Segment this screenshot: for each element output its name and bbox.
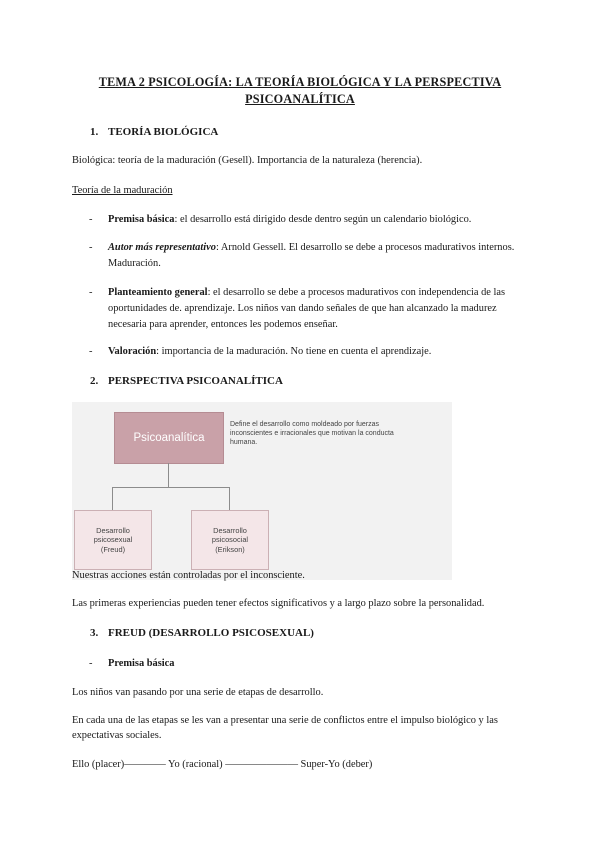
diagram-description: Define el desarrollo como moldeado por fuerzas inconscientes e irracionales que motivan la conducta humana. [230, 421, 394, 446]
list-text: : importancia de la maduración. No tiene en cuenta el aprendizaje. [156, 346, 432, 357]
section-1-heading [90, 125, 218, 139]
list-term: Autor más representativo [108, 242, 216, 253]
connector-line [112, 487, 230, 488]
psicoanalitica-diagram [72, 402, 452, 582]
section-3-title: FREUD (DESARROLLO PSICOSEXUAL) [108, 627, 314, 639]
list-term: Premisa básica [108, 214, 175, 225]
section-2-number: 2. [90, 375, 99, 387]
freud-line-3: (Freud) [100, 544, 126, 554]
list-text: : Arnold Gessell. El desarrollo se debe a procesos madurativos internos. Maduración. [108, 242, 515, 269]
erikson-line-1: Desarrollo [213, 525, 247, 535]
list-text: : el desarrollo se debe a procesos madurativos con independencia de las oportunidades de. aprendizaje. Los niños van dando señales de que han alcanzado la madurez necesaria para aprender, entonces les podemos enseñar. [108, 287, 506, 330]
section-1-subheading: Teoría de la maduración [72, 185, 173, 196]
list-dash: - [89, 346, 93, 357]
erikson-line-3: (Erikson) [215, 544, 245, 554]
list-dash: - [89, 214, 93, 225]
section-3-paragraph-2: En cada una de las etapas se les van a presentar una serie de conflictos entre el impulso biológico y las expectativas sociales. [72, 715, 498, 741]
title-line-2: PSICOANALÍTICA [245, 92, 355, 106]
section-1-number: 1. [90, 126, 99, 138]
diagram-box-freud [74, 510, 152, 570]
diagram-box-erikson [191, 510, 269, 570]
freud-line-1: Desarrollo [96, 525, 130, 535]
section-3-paragraph-3: Ello (placer)———— Yo (racional) ——————— Super-Yo (deber) [72, 759, 373, 770]
title-line-1: TEMA 2 PSICOLOGÍA: LA TEORÍA BIOLÓGICA Y LA PERSPECTIVA [98, 75, 502, 89]
erikson-line-2: psicosocial [211, 535, 249, 545]
section-2-paragraph-1: Nuestras acciones están controladas por el inconsciente. [72, 570, 305, 581]
section-3-heading [90, 626, 314, 640]
list-dash: - [89, 242, 93, 253]
list-term: Valoración [108, 346, 157, 357]
list-text: : el desarrollo está dirigido desde dentro según un calendario biológico. [174, 214, 472, 225]
diagram-main-box: Psicoanalítica [114, 412, 224, 464]
list-term: Premisa básica [108, 658, 175, 669]
connector-line [168, 463, 169, 487]
section-2-title: PERSPECTIVA PSICOANALÍTICA [108, 375, 283, 387]
list-dash: - [89, 287, 93, 298]
list-term: Planteamiento general [108, 287, 208, 298]
list-dash: - [89, 658, 93, 669]
connector-line [229, 487, 230, 510]
document-title [60, 74, 540, 108]
connector-line [112, 487, 113, 510]
section-1-intro: Biológica: teoría de la maduración (Gesell). Importancia de la naturaleza (herencia). [72, 155, 423, 166]
section-3-number: 3. [90, 627, 99, 639]
section-2-paragraph-2: Las primeras experiencias pueden tener efectos significativos y a largo plazo sobre la personalidad. [72, 598, 485, 609]
section-1-title: TEORÍA BIOLÓGICA [108, 126, 219, 138]
section-3-paragraph-1: Los niños van pasando por una serie de etapas de desarrollo. [72, 687, 324, 698]
freud-line-2: psicosexual [93, 535, 133, 545]
section-2-heading [90, 374, 283, 388]
